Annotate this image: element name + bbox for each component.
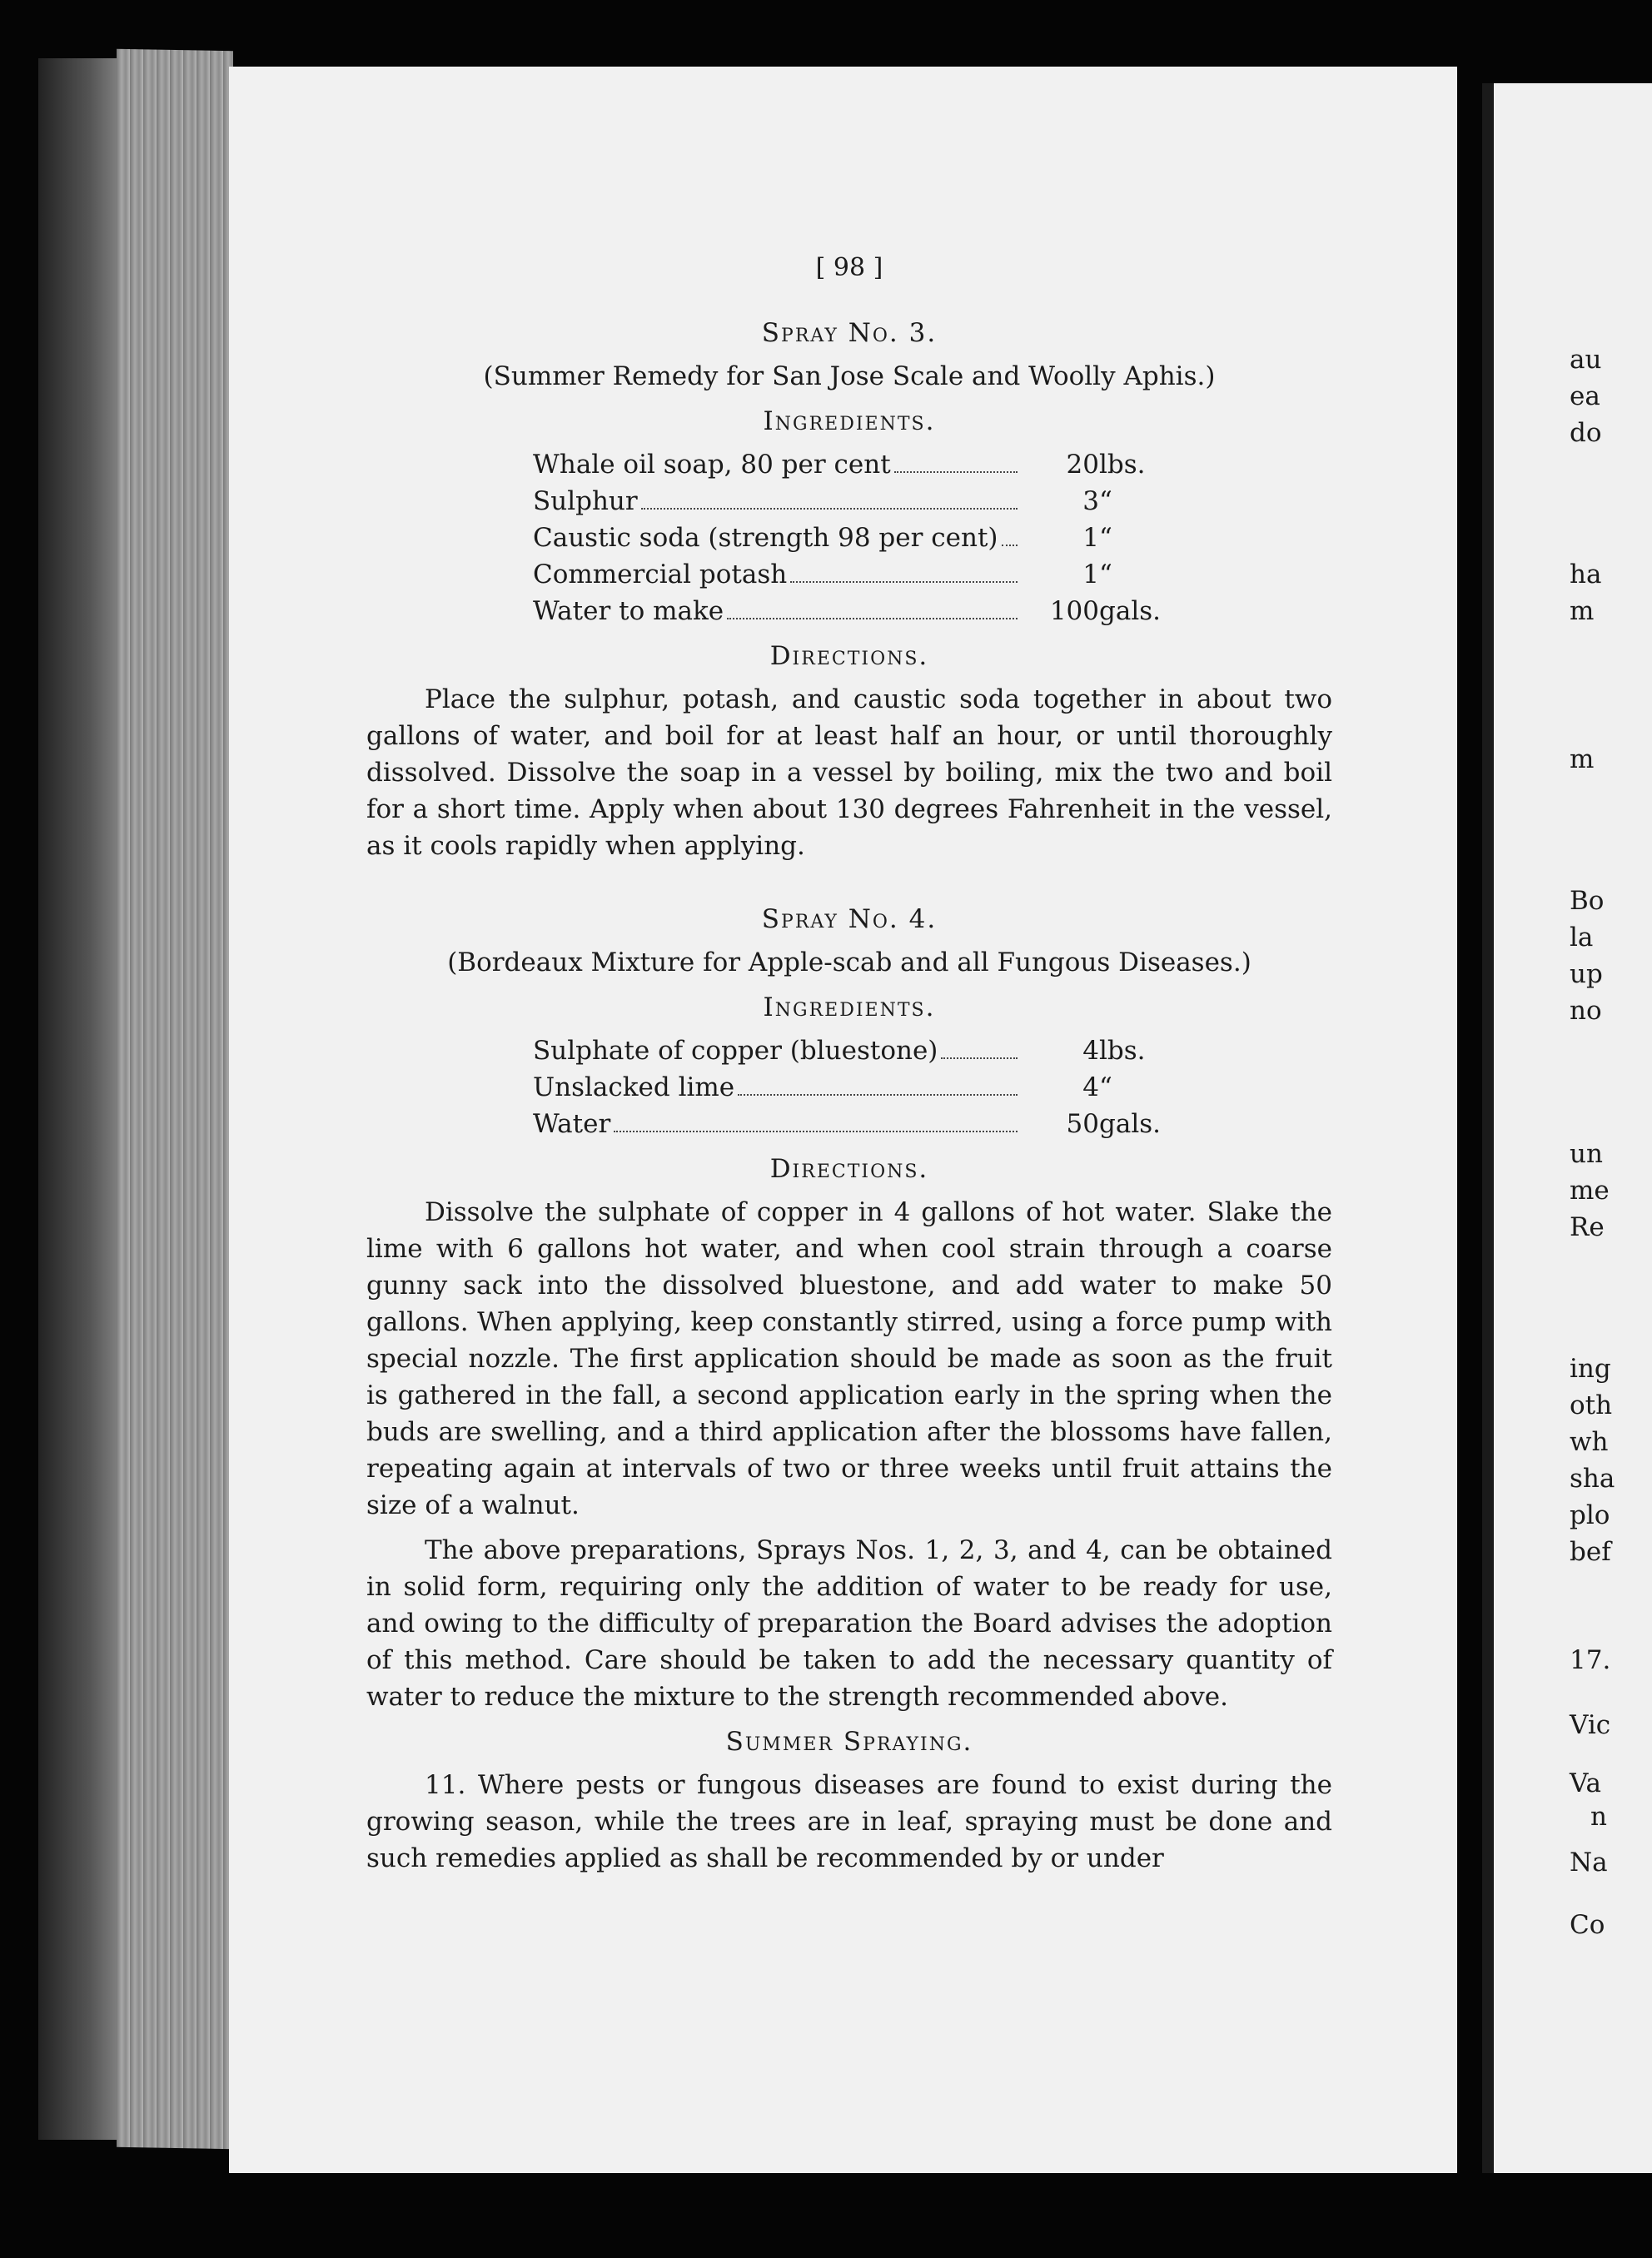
facing-fragment: Vic <box>1570 1710 1611 1740</box>
spray-3-directions-heading: Directions. <box>769 641 929 671</box>
facing-fragment: ing <box>1570 1354 1611 1384</box>
ingredient-qty: 4 <box>1082 1072 1099 1102</box>
facing-fragment: Co <box>1570 1910 1605 1940</box>
preparations-note: The above preparations, Sprays Nos. 1, 2, 3, and 4, can be obtained in solid form, requiring only the addition of water to be ready for use, and owing to the difficulty of preparation the Board advises the adoption of this method. Care should be taken to add the necessary quantity of water to reduce the mixture to the strength recommended above. <box>366 1535 1332 1712</box>
page-content <box>366 250 1332 1885</box>
facing-fragment: oth <box>1570 1390 1613 1420</box>
ingredient-unit: lbs. <box>1099 1036 1146 1066</box>
facing-fragment: up <box>1570 959 1603 989</box>
ingredient-row <box>533 446 1191 483</box>
ingredient-row <box>533 1106 1191 1142</box>
ingredient-name: Water to make <box>533 596 724 626</box>
ingredient-row <box>533 483 1191 520</box>
facing-fragment: plo <box>1570 1500 1610 1530</box>
spray-4-subtitle: (Bordeaux Mixture for Apple-scab and all Fungous Diseases.) <box>447 947 1251 977</box>
ingredient-unit: “ <box>1099 486 1112 516</box>
facing-fragment: m <box>1570 596 1595 626</box>
ingredient-unit: lbs. <box>1099 450 1146 480</box>
ingredient-qty: 20 <box>1066 450 1099 480</box>
facing-fragment: un <box>1570 1139 1603 1169</box>
spray-4-ingredients-table <box>533 1032 1191 1142</box>
ingredient-qty: 4 <box>1082 1036 1099 1066</box>
page-number: [ 98 ] <box>815 253 883 282</box>
facing-fragment: ea <box>1570 381 1600 411</box>
ingredient-unit: gals. <box>1099 1109 1162 1139</box>
book-page-edges <box>117 49 233 2149</box>
ingredient-qty: 3 <box>1082 486 1099 516</box>
summer-spraying-heading: Summer Spraying. <box>725 1727 973 1757</box>
spray-3-subtitle: (Summer Remedy for San Jose Scale and Woolly Aphis.) <box>483 361 1216 391</box>
ingredient-qty: 1 <box>1082 560 1099 589</box>
facing-page <box>1482 83 1652 2173</box>
facing-fragment: n <box>1590 1802 1607 1832</box>
ingredient-row <box>533 1069 1191 1106</box>
ingredient-qty: 50 <box>1066 1109 1099 1139</box>
ingredient-unit: “ <box>1099 1072 1112 1102</box>
ingredient-name: Water <box>533 1109 611 1139</box>
spray-4-directions: Dissolve the sulphate of copper in 4 gallons of hot water. Slake the lime with 6 gallons hot water, and when cool strain through a coarse gunny sack into the dissolved bluestone, and add water to make 50 gallons. When applying, keep constantly stirred, using a force pump with special nozzle. The first application should be made as soon as the fruit is gathered in the fall, a second application early in the spring when the buds are swelling, and a third application after the blossoms have fallen, repeating again at intervals of two or three weeks until fruit attains the size of a walnut. <box>366 1197 1332 1520</box>
ingredient-name: Whale oil soap, 80 per cent <box>533 450 891 480</box>
facing-fragment: Na <box>1570 1848 1608 1878</box>
summer-spraying-text: 11. Where pests or fungous diseases are found to exist during the growing season, while the trees are in leaf, spraying must be done and such remedies applied as shall be recommended by or under <box>366 1770 1332 1873</box>
facing-fragment: sha <box>1570 1464 1615 1494</box>
spray-3-ingredients-heading: Ingredients. <box>763 406 936 436</box>
facing-fragment: au <box>1570 345 1602 375</box>
facing-fragment: no <box>1570 996 1602 1026</box>
ingredient-name: Unslacked lime <box>533 1072 735 1102</box>
ingredient-name: Sulphur <box>533 486 638 516</box>
facing-fragment: Va <box>1570 1768 1602 1798</box>
ingredient-unit: gals. <box>1099 596 1162 626</box>
spray-3-ingredients-table <box>533 446 1191 629</box>
facing-fragment: me <box>1570 1176 1610 1206</box>
spray-3-section <box>366 315 1332 864</box>
ingredient-name: Commercial potash <box>533 560 788 589</box>
facing-fragment: Re <box>1570 1212 1605 1242</box>
facing-fragment: la <box>1570 923 1594 952</box>
facing-fragment: 17. <box>1570 1645 1611 1675</box>
ingredient-row <box>533 556 1191 593</box>
ingredient-qty: 1 <box>1082 523 1099 553</box>
facing-fragment: wh <box>1570 1427 1609 1457</box>
ingredient-row <box>533 593 1191 629</box>
spray-3-directions: Place the sulphur, potash, and caustic soda together in about two gallons of water, and boil for at least half an hour, or until thoroughly dissolved. Dissolve the soap in a vessel by boiling, mix the two and boil for a short time. Apply when about 130 degrees Fahrenheit in the vessel, as it cools rapidly when applying. <box>366 684 1332 861</box>
facing-fragment: m <box>1570 744 1595 774</box>
facing-fragment: do <box>1570 418 1602 448</box>
ingredient-unit: “ <box>1099 523 1112 553</box>
spray-4-ingredients-heading: Ingredients. <box>763 992 936 1022</box>
ingredient-name: Sulphate of copper (bluestone) <box>533 1036 938 1066</box>
ingredient-name: Caustic soda (strength 98 per cent) <box>533 523 998 553</box>
ingredient-row <box>533 520 1191 556</box>
spray-4-directions-heading: Directions. <box>769 1154 929 1184</box>
facing-fragment: ha <box>1570 560 1602 589</box>
spray-4-heading: Spray No. 4. <box>761 904 938 934</box>
ingredient-unit: “ <box>1099 560 1112 589</box>
facing-fragment: Bo <box>1570 886 1605 916</box>
summer-spraying-section <box>366 1723 1332 1877</box>
spray-4-section <box>366 901 1332 1524</box>
facing-fragment: bef <box>1570 1537 1611 1567</box>
book-edge-shadow <box>38 58 125 2140</box>
spray-3-heading: Spray No. 3. <box>761 318 938 348</box>
ingredient-qty: 100 <box>1049 596 1099 626</box>
ingredient-row <box>533 1032 1191 1069</box>
